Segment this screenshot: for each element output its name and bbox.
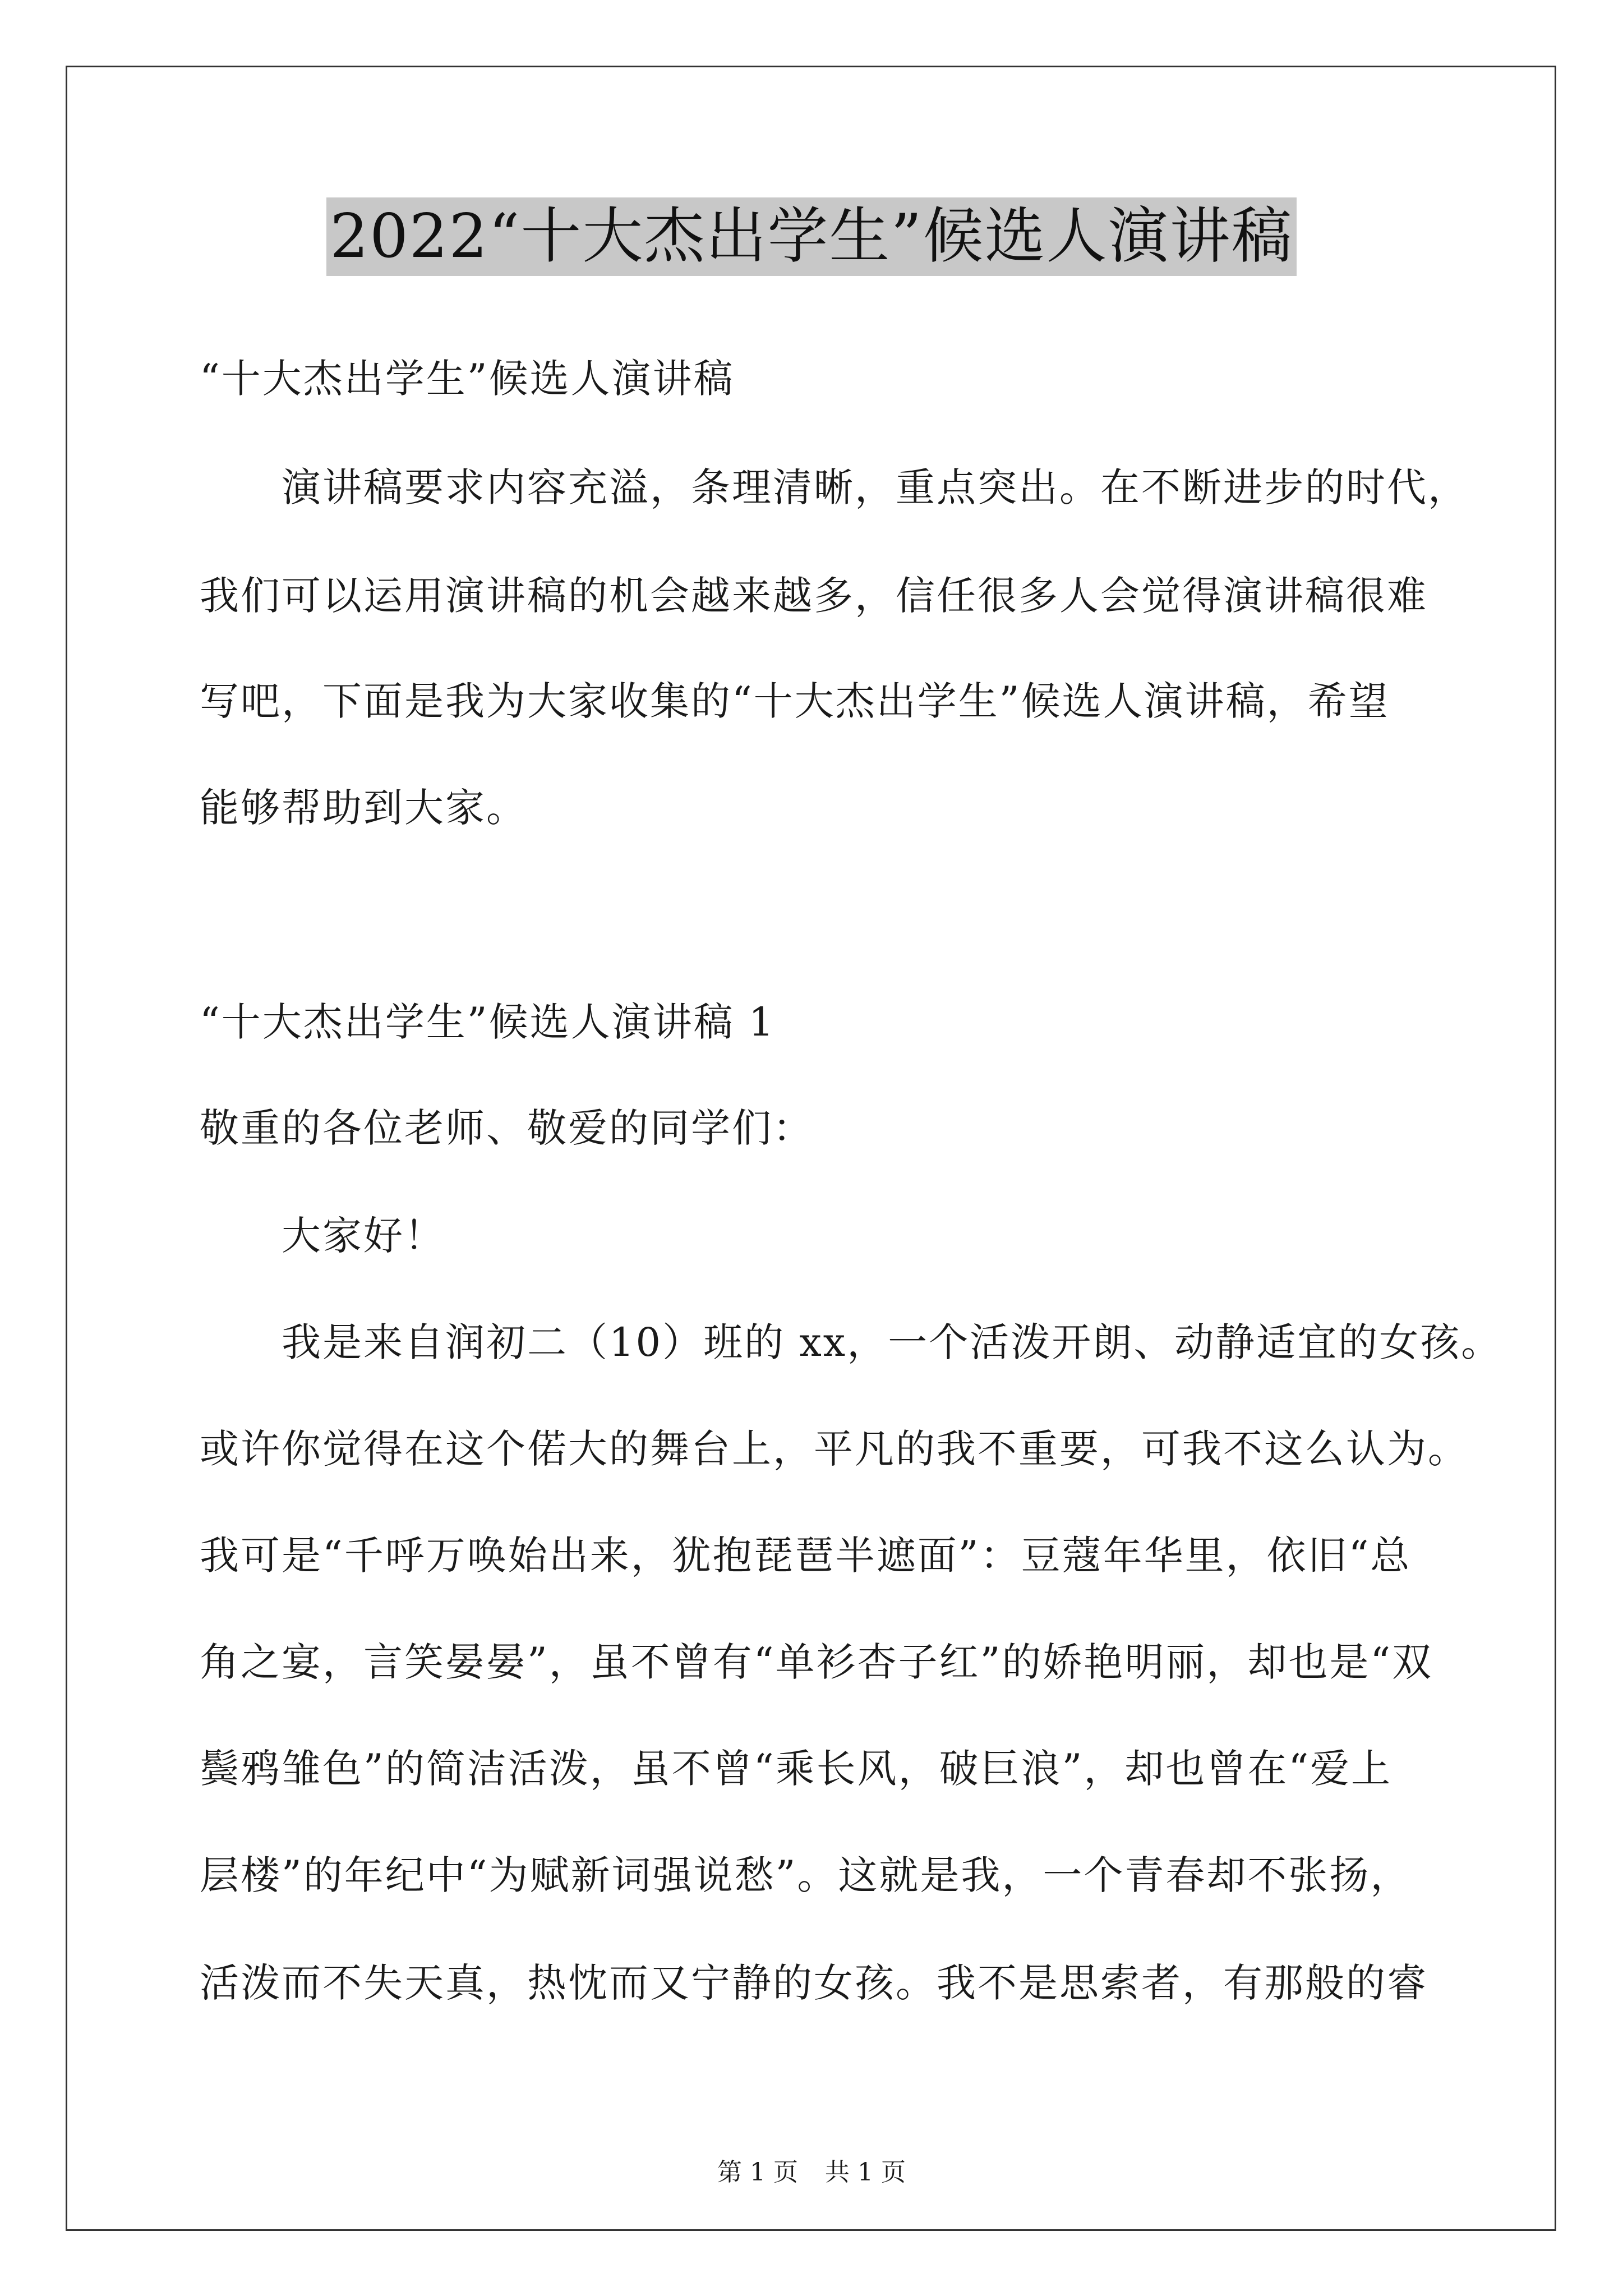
page-footer (0, 2157, 1623, 2188)
page-number: 第 1 页 (717, 2158, 798, 2187)
body-line: 或许你觉得在这个偌大的舞台上，平凡的我不重要，可我不这么认为。 (200, 1426, 1469, 1472)
document-subtitle: “十大杰出学生”候选人演讲稿 (200, 356, 735, 402)
intro-line: 演讲稿要求内容充溢，条理清晰，重点突出。在不断进步的时代， (282, 464, 1469, 510)
intro-line: 我们可以运用演讲稿的机会越来越多，信任很多人会觉得演讲稿很难 (200, 573, 1428, 619)
page-total: 共 1 页 (825, 2158, 906, 2187)
body-line: 我可是“千呼万唤始出来，犹抱琵琶半遮面”：豆蔻年华里，依旧“总 (200, 1533, 1412, 1579)
body-line: 我是来自润初二（10）班的 xx，一个活泼开朗、动静适宜的女孩。 (282, 1319, 1502, 1365)
intro-line: 能够帮助到大家。 (200, 785, 527, 831)
body-line: 鬓鸦雏色”的简洁活泼，虽不曾“乘长风，破巨浪”，却也曾在“爱上 (200, 1746, 1393, 1792)
greeting: 大家好！ (282, 1213, 445, 1259)
body-line: 活泼而不失天真，热忱而又宁静的女孩。我不是思索者，有那般的睿 (200, 1960, 1428, 2006)
title-container (0, 197, 1623, 276)
body-line: 角之宴，言笑晏晏”，虽不曾有“单衫杏子红”的娇艳明丽，却也是“双 (200, 1639, 1433, 1685)
body-line: 层楼”的年纪中“为赋新词强说愁”。这就是我，一个青春却不张扬， (200, 1852, 1412, 1898)
document-title: 2022“十大杰出学生”候选人演讲稿 (326, 197, 1296, 276)
intro-line: 写吧，下面是我为大家收集的“十大杰出学生”候选人演讲稿，希望 (200, 678, 1390, 724)
section-heading: “十大杰出学生”候选人演讲稿 1 (200, 999, 776, 1045)
salutation: 敬重的各位老师、敬爱的同学们： (200, 1105, 814, 1151)
